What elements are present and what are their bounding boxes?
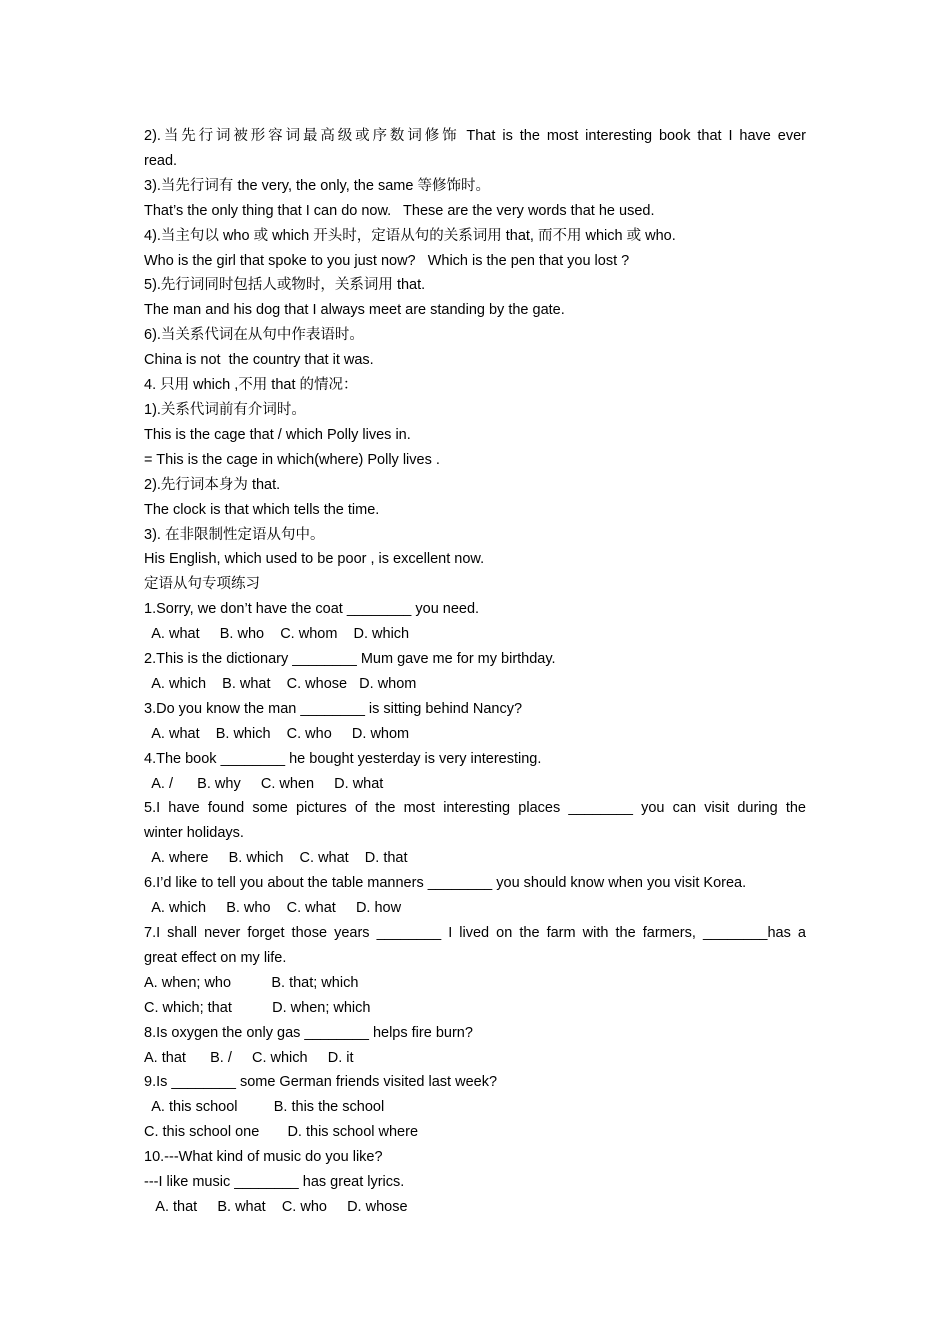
text-line: Who is the girl that spoke to you just now? Which is the pen that you lost ? <box>144 252 630 269</box>
text-line: 6).当关系代词在从句中作表语时。 <box>144 327 364 344</box>
text-line: 1.Sorry, we don’t have the coat ________ you need. <box>144 601 480 618</box>
text-line: 9.Is ________ some German friends visited last week? <box>144 1074 498 1091</box>
text-line: 1).关系代词前有介词时。 <box>144 401 306 418</box>
text-line: 3.Do you know the man ________ is sitting behind Nancy? <box>144 700 523 717</box>
text-line: read. <box>144 152 178 169</box>
text-line: The man and his dog that I always meet are standing by the gate. <box>144 302 565 319</box>
text-line: winter holidays. <box>144 825 244 842</box>
text-line: A. / B. why C. when D. what <box>144 775 384 792</box>
text-line: 2).先行词本身为 that. <box>144 476 281 493</box>
text-line: 5.I have found some pictures of the most interesting places ________ you can visit during the <box>144 800 806 817</box>
text-line: A. that B. / C. which D. it <box>144 1049 354 1066</box>
text-line: A. when; who B. that; which <box>144 974 359 991</box>
text-line: A. which B. what C. whose D. whom <box>144 675 417 692</box>
text-line: This is the cage that / which Polly lives in. <box>144 426 411 443</box>
text-line: 4.The book ________ he bought yesterday is very interesting. <box>144 750 542 767</box>
text-line: 2.This is the dictionary ________ Mum gave me for my birthday. <box>144 651 556 668</box>
text-line: = This is the cage in which(where) Polly lives . <box>144 451 440 468</box>
text-line: C. which; that D. when; which <box>144 999 371 1016</box>
text-line: China is not the country that it was. <box>144 352 374 369</box>
text-line: 10.---What kind of music do you like? <box>144 1149 383 1166</box>
text-line: C. this school one D. this school where <box>144 1124 419 1141</box>
text-line: 5).先行词同时包括人或物时，关系词用 that. <box>144 277 426 294</box>
text-line: 7.I shall never forget those years ________ I lived on the farm with the farmers, ________has a <box>144 925 806 941</box>
text-line: That’s the only thing that I can do now. These are the very words that he used. <box>144 202 655 219</box>
text-line: 8.Is oxygen the only gas ________ helps fire burn? <box>144 1024 473 1041</box>
text-line: 3). 在非限制性定语从句中。 <box>144 526 325 543</box>
text-line: ---I like music ________ has great lyrics. <box>144 1174 405 1191</box>
text-line: 2).当先行词被形容词最高级或序数词修饰 That is the most interesting book that I have ever <box>144 128 806 144</box>
text-line: A. that B. what C. who D. whose <box>144 1198 408 1215</box>
document-body <box>144 124 806 1220</box>
text-line: The clock is that which tells the time. <box>144 501 380 518</box>
text-line: 4. 只用 which ,不用 that 的情况： <box>144 377 358 394</box>
text-line: A. this school B. this the school <box>144 1099 385 1116</box>
text-line: 定语从句专项练习 <box>144 576 260 593</box>
text-line: A. what B. who C. whom D. which <box>144 626 410 643</box>
text-line: A. which B. who C. what D. how <box>144 900 402 917</box>
text-line: great effect on my life. <box>144 949 287 966</box>
text-line: 4).当主句以 who 或 which 开头时，定语从句的关系词用 that, 而不用 which 或 who. <box>144 227 676 244</box>
text-line: 3).当先行词有 the very, the only, the same 等修饰时。 <box>144 177 490 194</box>
text-line: A. where B. which C. what D. that <box>144 850 408 867</box>
text-line: A. what B. which C. who D. whom <box>144 725 410 742</box>
text-line: 6.I’d like to tell you about the table manners ________ you should know when you visit Korea. <box>144 875 747 892</box>
text-line: His English, which used to be poor , is excellent now. <box>144 551 485 568</box>
